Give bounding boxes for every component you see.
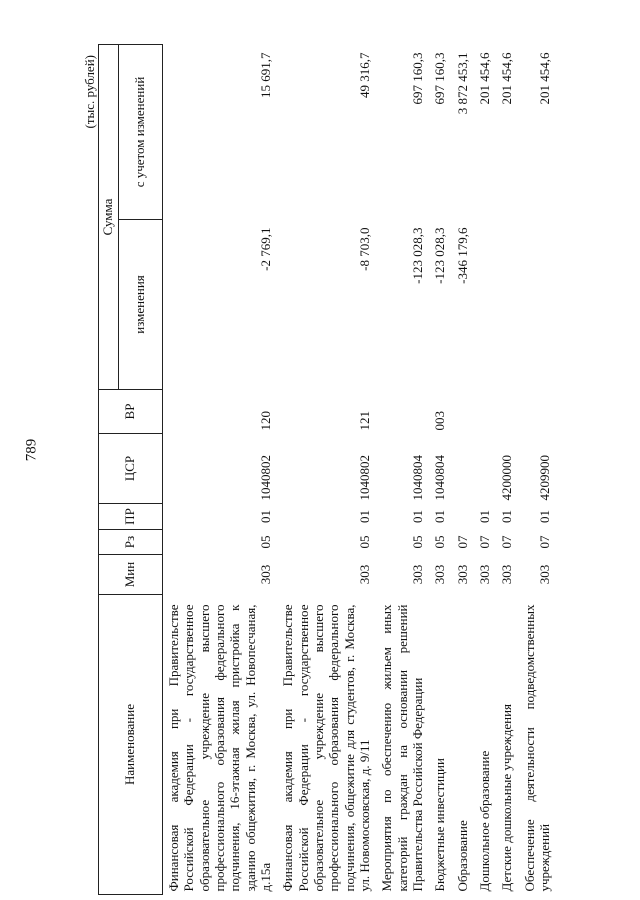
- cell-min: 303: [257, 564, 273, 585]
- cell-rz: 05: [257, 535, 273, 549]
- header-pr: ПР: [99, 504, 163, 530]
- header-min: Мин: [99, 555, 163, 595]
- cell-rz: 07: [499, 535, 515, 549]
- cell-min: 303: [499, 564, 515, 585]
- cell-rz: 07: [536, 535, 552, 549]
- cell-csr: 1040804: [409, 455, 425, 501]
- table-row: [277, 45, 376, 895]
- cell-vr: [452, 390, 474, 434]
- cell-pr: 01: [409, 510, 425, 523]
- cell-vr: 120: [257, 411, 273, 431]
- page-number: 789: [23, 438, 40, 462]
- cell-change: [474, 220, 496, 390]
- cell-csr: 1040802: [257, 455, 273, 501]
- cell-min: 303: [454, 564, 470, 585]
- cell-vr: [519, 390, 557, 434]
- cell-change: -346 179,6: [454, 227, 470, 284]
- table-row: [162, 45, 277, 895]
- cell-min: 303: [476, 564, 492, 585]
- cell-pr: 01: [476, 510, 492, 523]
- table-header: [99, 45, 163, 895]
- table-row: [496, 45, 518, 895]
- header-changes: изменения: [118, 220, 162, 390]
- header-with-changes: с учетом изменений: [118, 45, 162, 220]
- table-row: [519, 45, 557, 895]
- cell-total: 15 691,7: [257, 52, 273, 98]
- table-row: [376, 45, 429, 895]
- cell-rz: 05: [432, 535, 448, 549]
- header-rz: Рз: [99, 530, 163, 555]
- cell-csr: [474, 434, 496, 504]
- cell-name: Финансовая академия при Правительстве Российской Федерации - государственное образовательное учреждение высшего профессионального образования федерального подчинения, общежитие для студентов, г. Москва, ул. Новомосковская, д. 9/11: [280, 604, 372, 892]
- cell-pr: 01: [257, 510, 273, 523]
- cell-min: 303: [409, 564, 425, 585]
- cell-total: 201 454,6: [499, 52, 515, 105]
- cell-vr: [496, 390, 518, 434]
- units-label: (тыс. рублей): [82, 55, 97, 129]
- cell-total: 3 872 453,1: [454, 52, 470, 115]
- cell-rz: 05: [356, 535, 372, 549]
- cell-vr: 003: [432, 411, 448, 431]
- cell-vr: [474, 390, 496, 434]
- cell-change: [519, 220, 557, 390]
- cell-rz: 07: [476, 535, 492, 549]
- cell-pr: 01: [499, 510, 515, 523]
- cell-csr: 1040802: [356, 455, 372, 501]
- cell-csr: 4209900: [536, 455, 552, 501]
- header-sum: Сумма: [99, 45, 119, 390]
- cell-pr: 01: [356, 510, 372, 523]
- cell-csr: 4200000: [499, 455, 515, 501]
- cell-name: Детские дошкольные учреждения: [499, 703, 515, 892]
- cell-total: 201 454,6: [476, 52, 492, 105]
- cell-pr: [452, 504, 474, 530]
- cell-pr: 01: [536, 510, 552, 523]
- cell-change: -8 703,0: [356, 227, 372, 271]
- cell-name: Финансовая академия при Правительстве Российской Федерации - государственное образовательное учреждение высшего профессионального образования федерального подчинения, 16-этажная жилая пристройка к зданию общежития, г. Москва, ул. Новопесчаная, д.15а: [165, 604, 273, 892]
- cell-name: Бюджетные инвестиции: [432, 758, 448, 892]
- cell-rz: 05: [409, 535, 425, 549]
- cell-name: Мероприятия по обеспечению жильем иных категорий граждан на основании решений Правительства Российской Федерации: [379, 604, 425, 892]
- page-number-wrap: [0, 438, 40, 462]
- cell-total: 201 454,6: [536, 52, 552, 105]
- budget-document: [82, 45, 602, 895]
- cell-change: -123 028,3: [432, 227, 448, 284]
- cell-vr: 121: [356, 411, 372, 431]
- header-vr: ВР: [99, 390, 163, 434]
- cell-name: Обеспечение деятельности подведомственных учреждений: [521, 604, 552, 892]
- budget-table: [98, 44, 556, 895]
- cell-min: 303: [432, 564, 448, 585]
- cell-change: -123 028,3: [409, 227, 425, 284]
- cell-change: -2 769,1: [257, 227, 273, 271]
- cell-csr: [452, 434, 474, 504]
- header-name: Наименование: [99, 595, 163, 895]
- cell-csr: 1040804: [432, 455, 448, 501]
- cell-name: Дошкольное образование: [476, 750, 492, 892]
- cell-total: 49 316,7: [356, 52, 372, 98]
- cell-rz: 07: [454, 535, 470, 549]
- table-row: [429, 45, 451, 895]
- cell-total: 697 160,3: [409, 52, 425, 105]
- cell-vr: [376, 390, 429, 434]
- cell-name: Образование: [454, 820, 470, 892]
- cell-total: 697 160,3: [432, 52, 448, 105]
- cell-pr: 01: [432, 510, 448, 523]
- cell-min: 303: [356, 564, 372, 585]
- table-row: [452, 45, 474, 895]
- table-body: [162, 45, 556, 895]
- header-csr: ЦСР: [99, 434, 163, 504]
- table-row: [474, 45, 496, 895]
- cell-min: 303: [536, 564, 552, 585]
- cell-change: [496, 220, 518, 390]
